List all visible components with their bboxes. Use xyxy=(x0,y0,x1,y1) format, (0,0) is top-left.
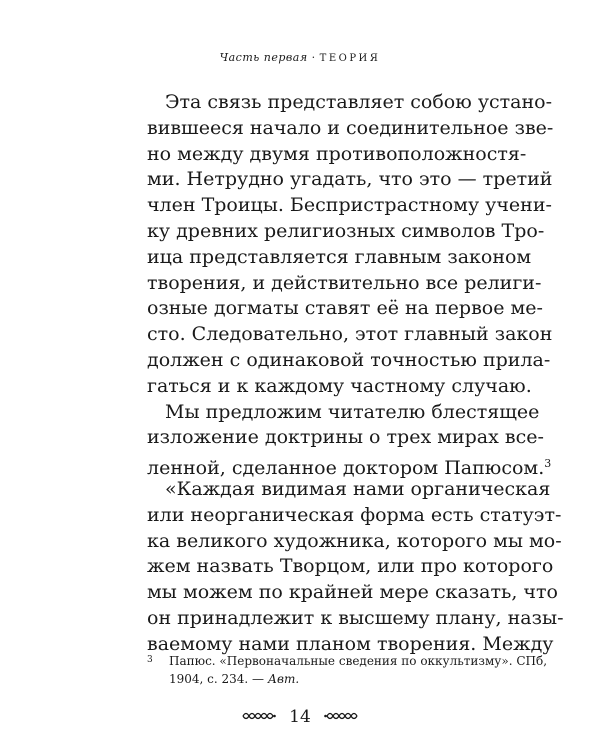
text-line: член Троицы. Беспристрастному учени- xyxy=(147,194,552,217)
section-title: ТЕОРИЯ xyxy=(319,53,381,64)
running-header xyxy=(0,51,600,64)
text-line-content: ленной, сделанное доктором Папюсом. xyxy=(147,457,545,480)
text-line: вившееся начало и соединительное зве- xyxy=(147,116,554,139)
footnote-text: Папюс. «Первоначальные сведения по оккультизму». СПб, xyxy=(169,654,548,668)
text-line: он принадлежит к высшему плану, назы- xyxy=(147,606,564,629)
footnote-line xyxy=(147,671,513,689)
text-line: изложение доктрины о трех мирах все- xyxy=(147,426,544,449)
ornament-right-icon xyxy=(324,707,358,727)
text-line: Мы предложим читателю блестящее xyxy=(165,400,540,423)
text-line: жем назвать Творцом, или про которого xyxy=(147,555,554,578)
text-line: ку древних религиозных символов Тро- xyxy=(147,219,545,242)
text-line: ица представляется главным законом xyxy=(147,245,532,268)
ornament-left-icon xyxy=(242,707,276,727)
footnote-marker: 3 xyxy=(147,655,153,665)
text-line: творения, и действительно все религи- xyxy=(147,271,542,294)
footnote-line xyxy=(147,652,548,671)
text-line: но между двумя противоположностя- xyxy=(147,142,527,165)
text-line: ка великого художника, которого мы мо- xyxy=(147,529,562,552)
text-line: должен с одинаковой точностью прила- xyxy=(147,348,551,371)
footnote-reference: 3 xyxy=(544,457,552,471)
text-line: сто. Следовательно, этот главный закон xyxy=(147,323,553,346)
text-line: ми. Нетрудно угадать, что это — третий xyxy=(147,168,553,191)
footnote-author-abbr: Авт. xyxy=(267,671,300,686)
text-line: мы можем по крайней мере сказать, что xyxy=(147,581,558,604)
text-line: ваемому нами планом творения. Между xyxy=(147,632,554,655)
header-separator: · xyxy=(311,51,316,64)
body-text xyxy=(147,90,564,658)
footnote xyxy=(147,652,548,688)
text-line: «Каждая видимая нами органическая xyxy=(165,477,551,500)
text-line: или неорганическая форма есть статуэт- xyxy=(147,503,562,526)
text-line: озные догматы ставят её на первое ме- xyxy=(147,297,543,320)
text-line: гаться и к каждому частному случаю. xyxy=(147,374,532,397)
footnote-text: 1904, с. 234. — xyxy=(169,671,265,686)
page-number: 14 xyxy=(289,706,311,727)
text-line: Эта связь представляет собою устано- xyxy=(165,91,553,113)
page-footer xyxy=(0,706,600,727)
text-line-with-footnote xyxy=(147,451,552,480)
part-title: Часть первая xyxy=(219,51,308,64)
